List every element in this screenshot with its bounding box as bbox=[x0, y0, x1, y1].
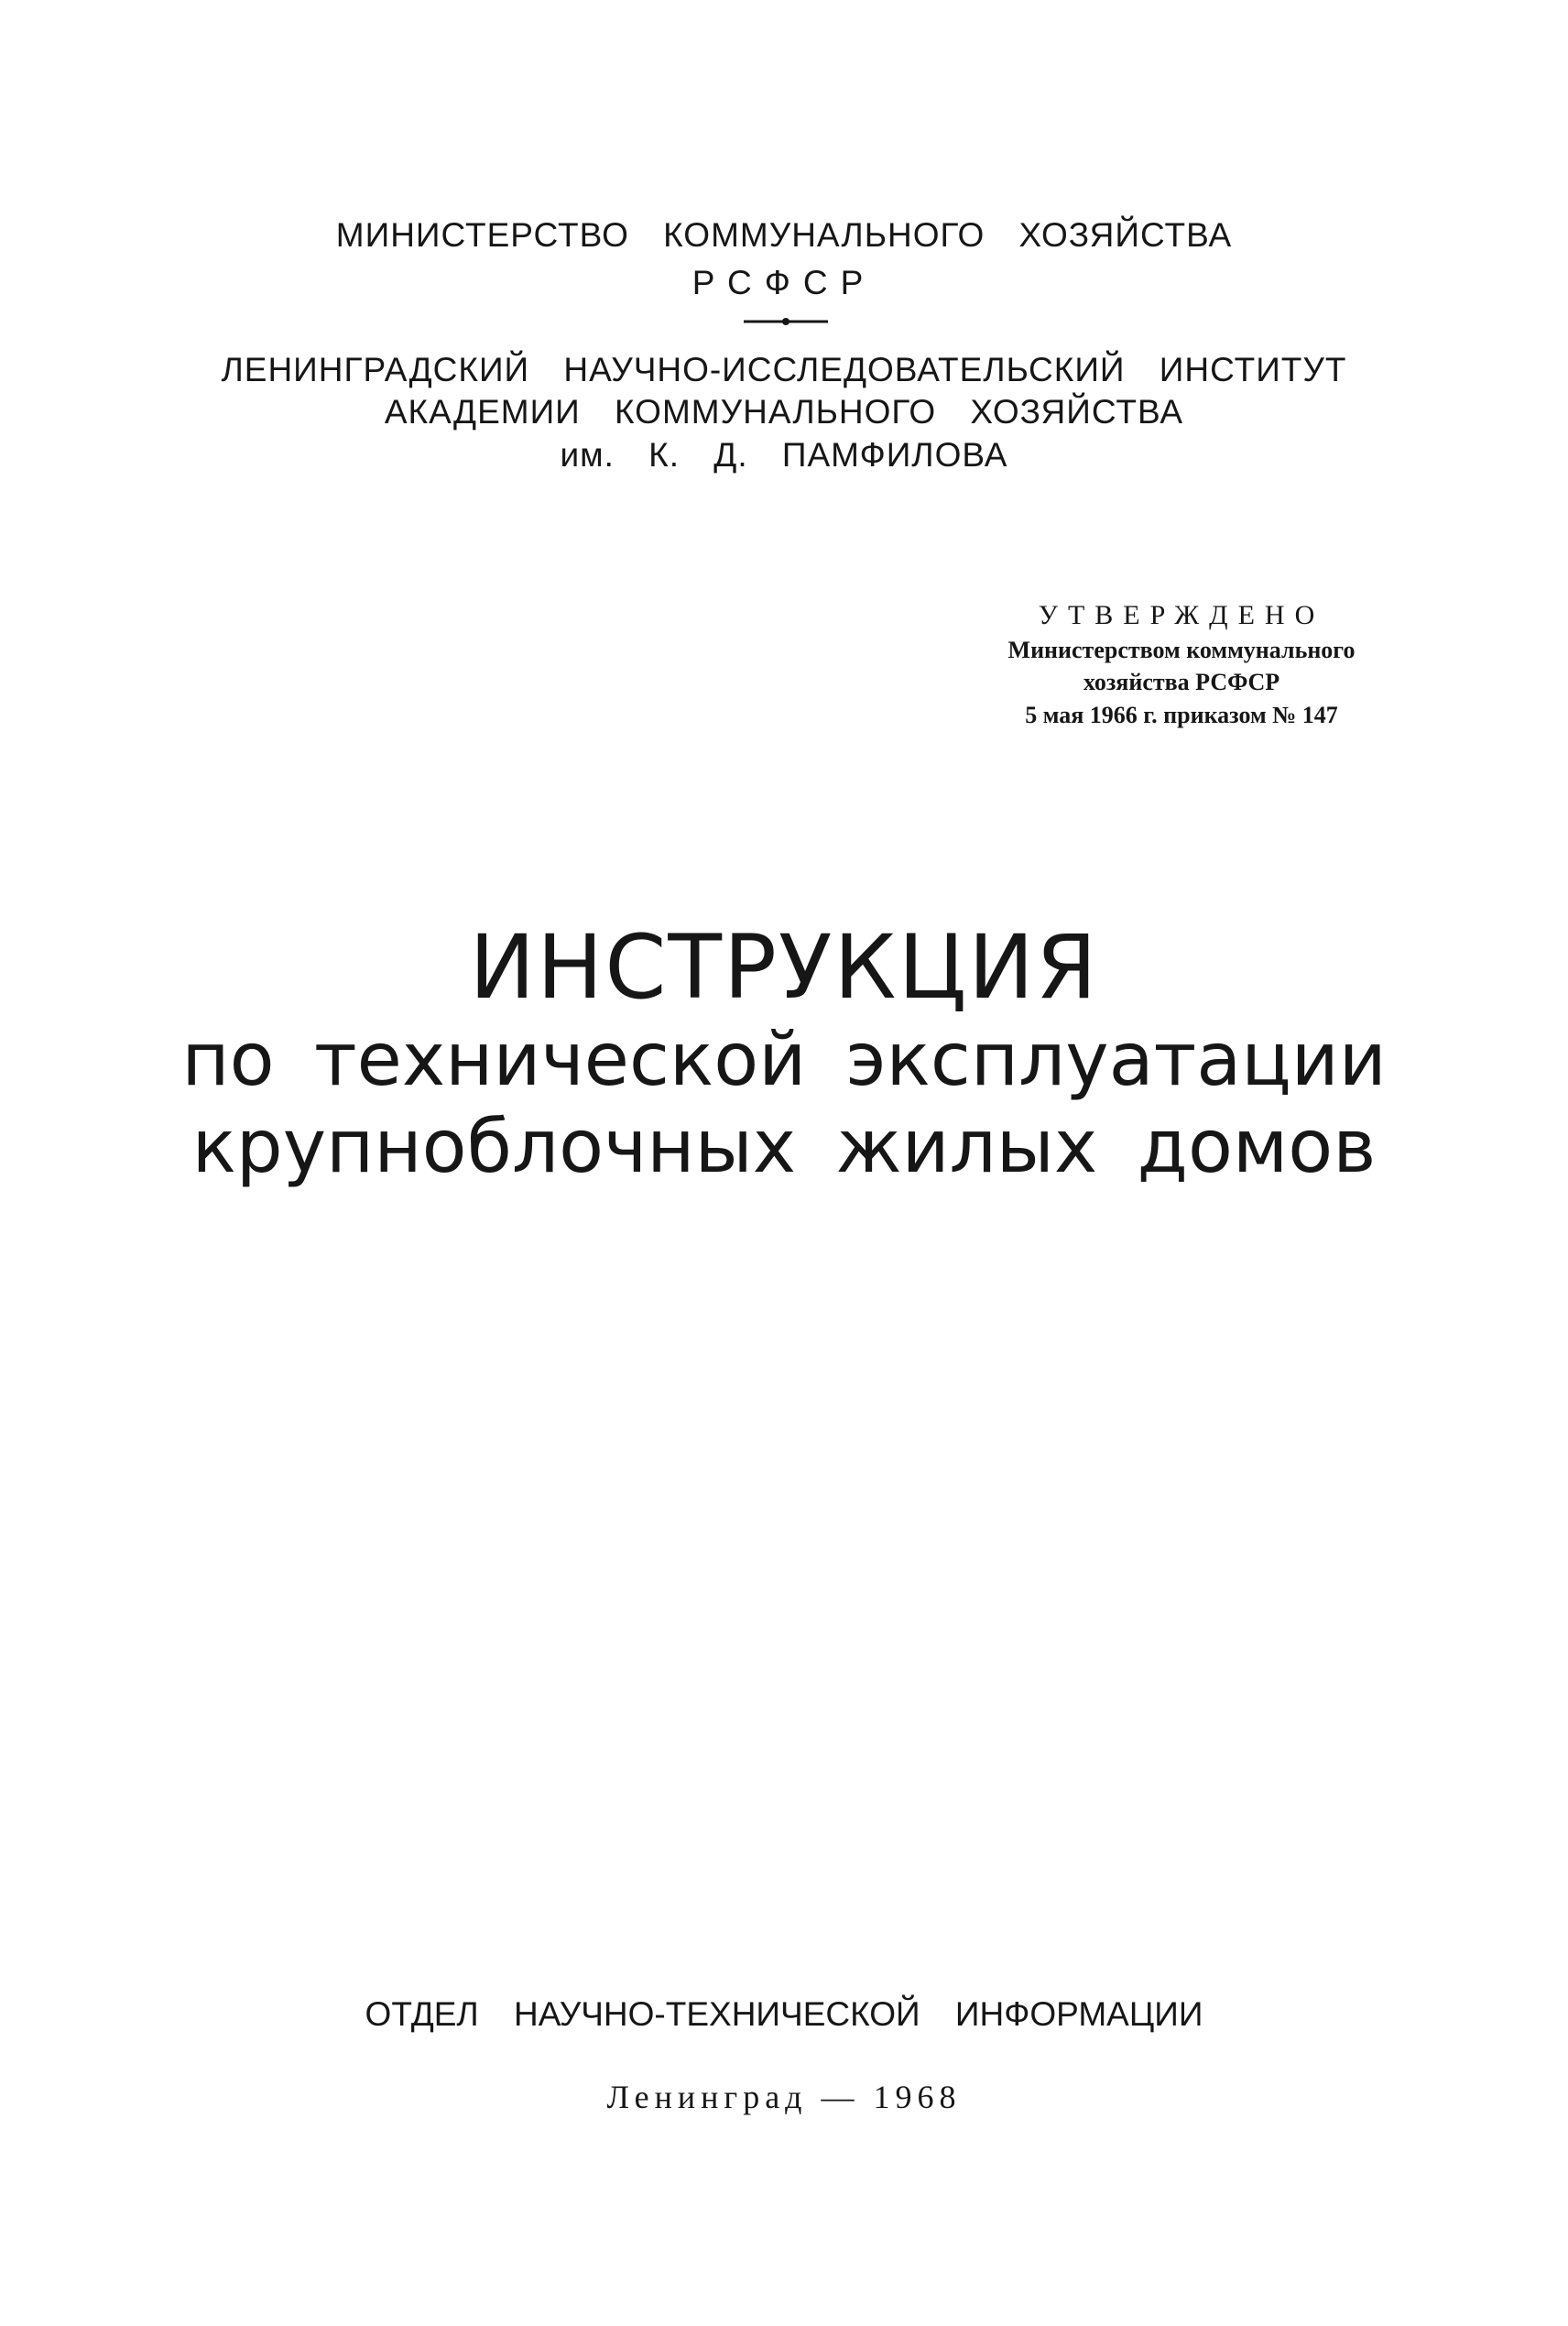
institute-line-2: АКАДЕМИИ КОММУНАЛЬНОГО ХОЗЯЙСТВА bbox=[384, 393, 1184, 431]
approval-heading: УТВЕРЖДЕНО bbox=[1038, 600, 1325, 630]
institute-line-3: им. К. Д. ПАМФИЛОВА bbox=[560, 436, 1008, 474]
republic-name: РСФСР bbox=[691, 264, 877, 301]
document-title: ИНСТРУКЦИЯ bbox=[469, 916, 1099, 1019]
ministry-name: МИНИСТЕРСТВО КОММУНАЛЬНОГО ХОЗЯЙСТВА bbox=[335, 216, 1233, 254]
approval-line-2: хозяйства РСФСР bbox=[1083, 669, 1280, 695]
ornament-divider-icon bbox=[742, 317, 830, 326]
approval-line-3: 5 мая 1966 г. приказом № 147 bbox=[1025, 702, 1338, 728]
institute-line-1: ЛЕНИНГРАДСКИЙ НАУЧНО-ИССЛЕДОВАТЕЛЬСКИЙ ИНСТИТУТ bbox=[221, 351, 1347, 388]
document-subtitle-line-2: крупноблочных жилых домов bbox=[191, 1104, 1377, 1189]
approval-line-1: Министерством коммунального bbox=[1007, 637, 1356, 663]
publisher-department: ОТДЕЛ НАУЧНО-ТЕХНИЧЕСКОЙ ИНФОРМАЦИИ bbox=[365, 1995, 1203, 2033]
publication-city-year: Ленинград — 1968 bbox=[606, 2079, 962, 2115]
document-subtitle-line-1: по технической эксплуатации bbox=[181, 1017, 1387, 1102]
